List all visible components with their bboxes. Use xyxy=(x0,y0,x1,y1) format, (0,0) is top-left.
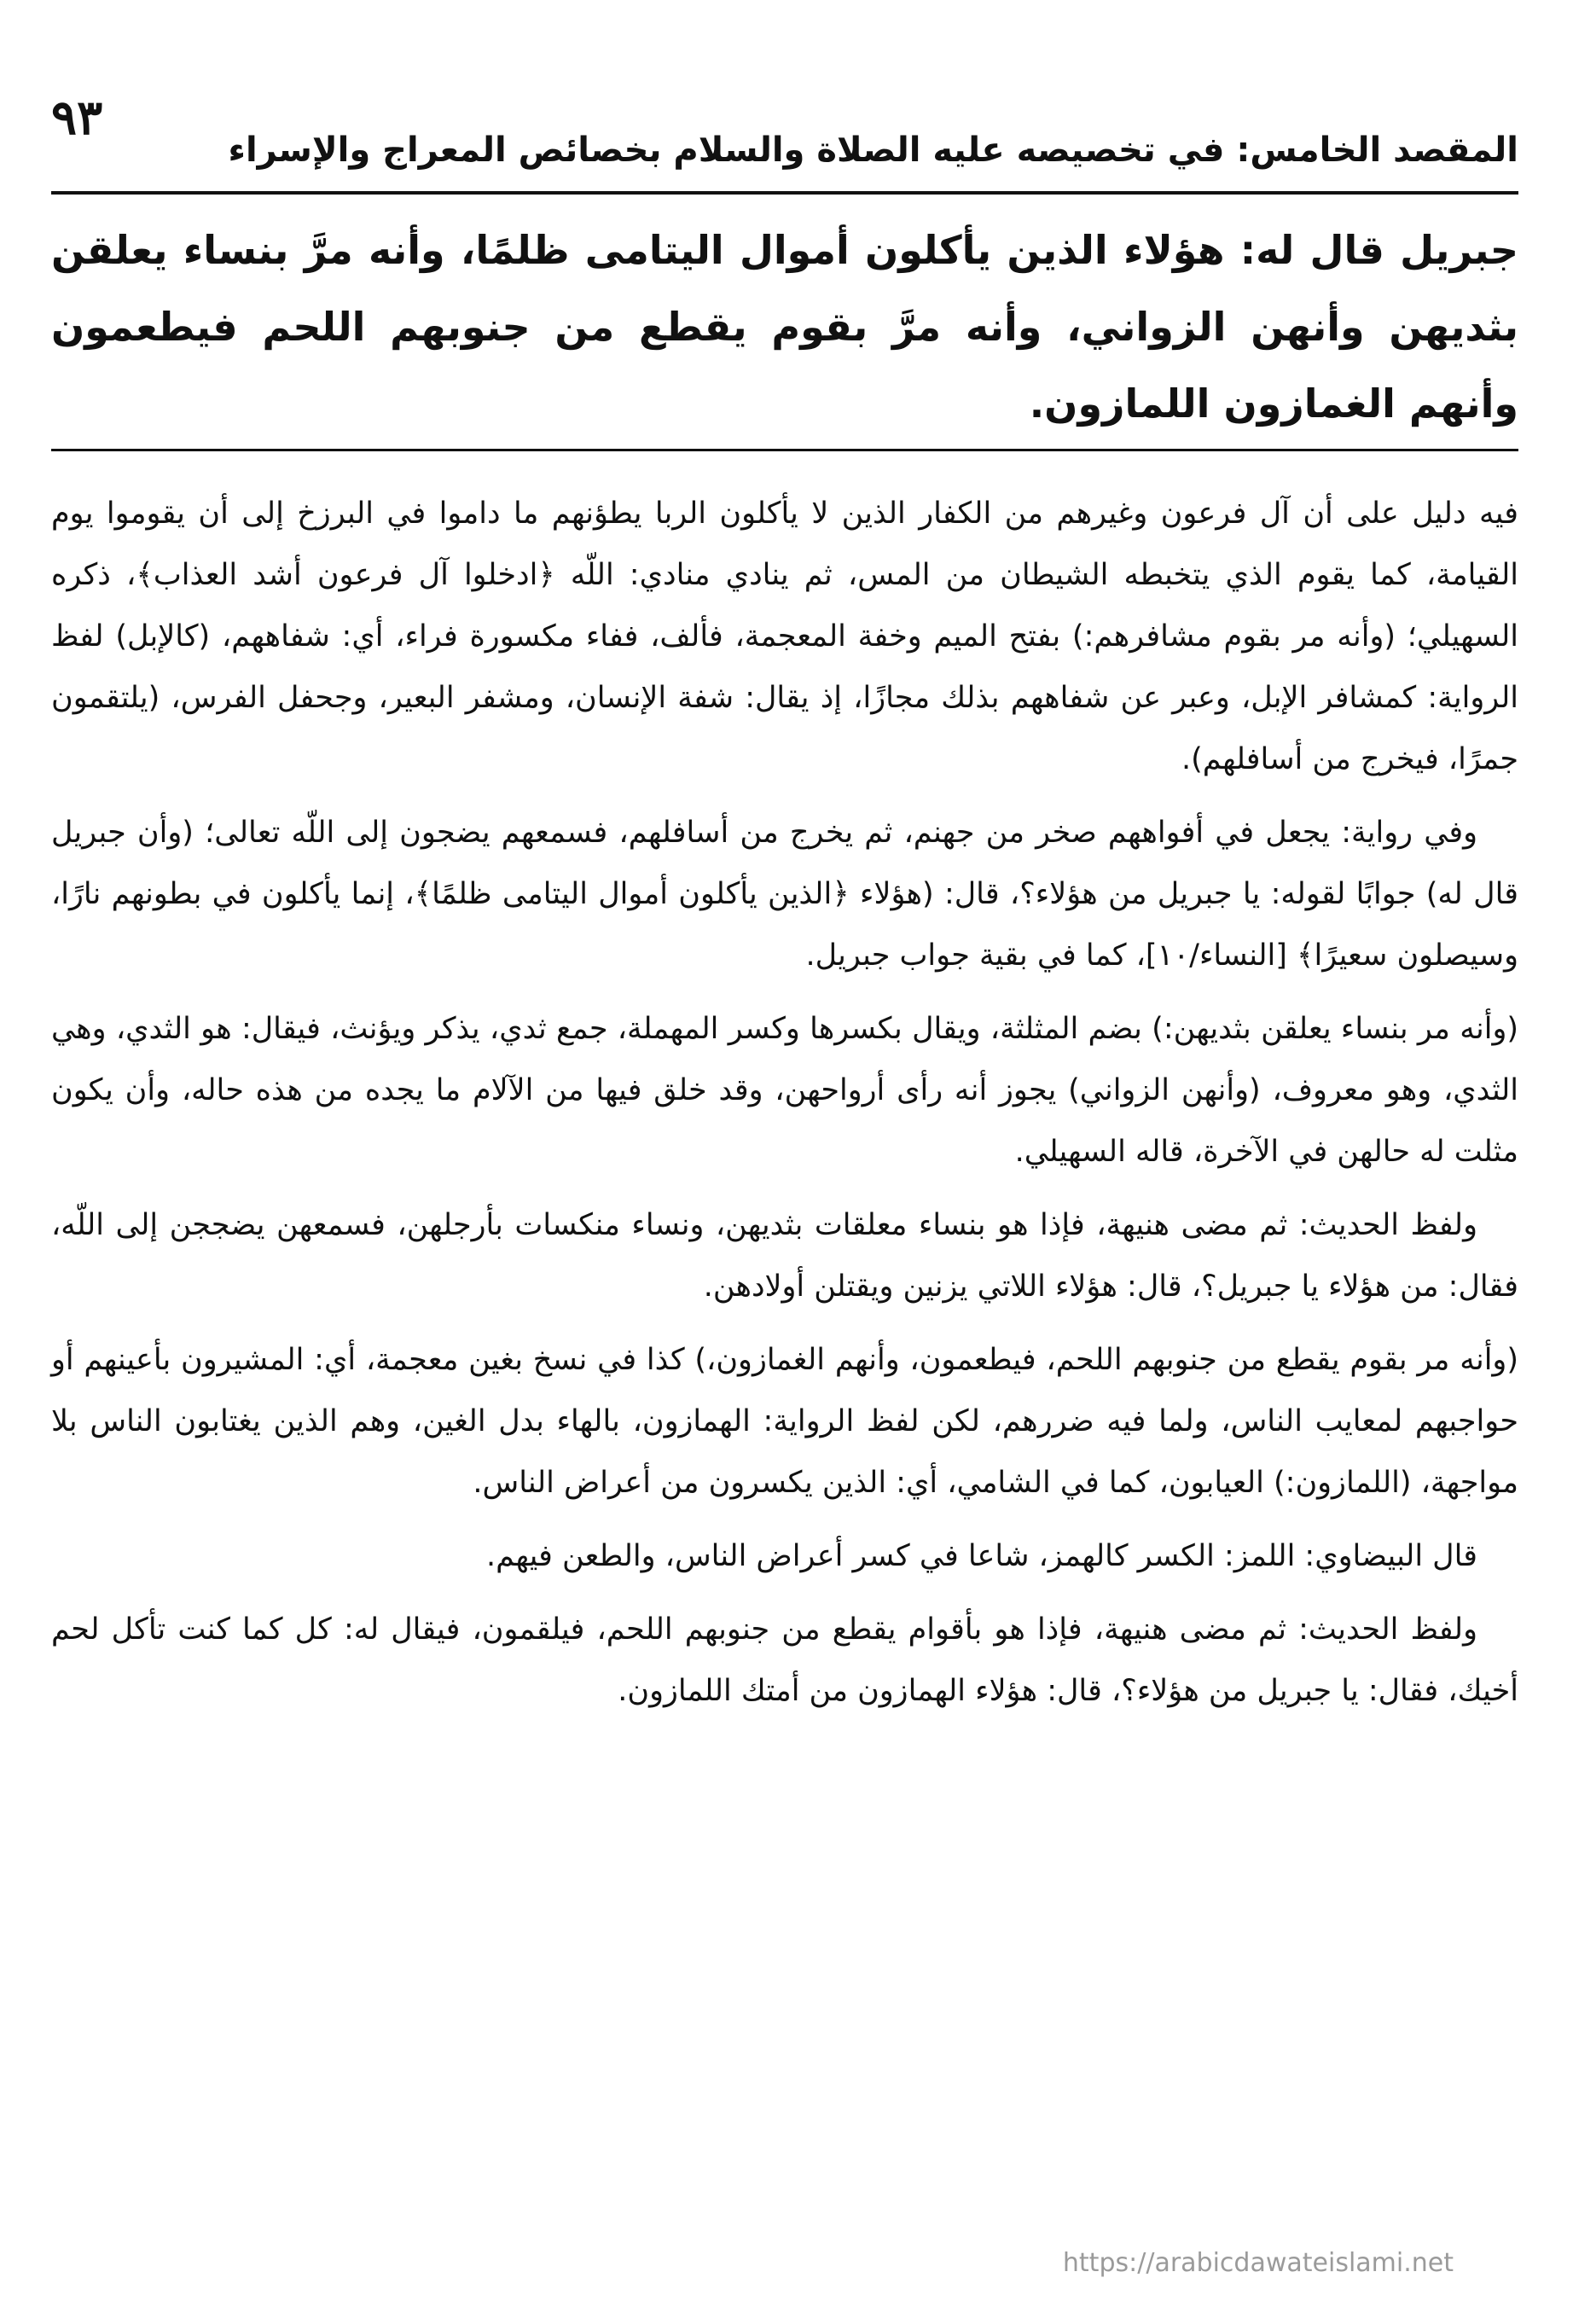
commentary xyxy=(51,483,1518,1734)
commentary-paragraph: قال البيضاوي: اللمز: الكسر كالهمز، شاعا في كسر أعراض الناس، والطعن فيهم. xyxy=(486,1539,1477,1573)
commentary-paragraph: وفي رواية: يجعل في أفواههم صخر من جهنم، ثم يخرج من أسافلهم، فسمعهم يضجون إلى اللّه تعالى؛ (وأن جبريل قال له) جوابًا لقوله: يا جبريل من هؤلاء؟، قال: (هؤلاء ﴿الذين يأكلون أموال اليتامى ظلمًا﴾، إنما يأكلون في بطونهم نارًا، وسيصلون سعيرًا﴾ [النساء/١٠]، كما في بقية جواب جبريل. xyxy=(51,816,1518,973)
commentary-paragraph: ولفظ الحديث: ثم مضى هنيهة، فإذا هو بنساء معلقات بثديهن، ونساء منكسات بأرجلهن، فسمعهن يضججن إلى اللّه، فقال: من هؤلاء يا جبريل؟، قال: هؤلاء اللاتي يزنين ويقتلن أولادهن. xyxy=(51,1208,1518,1304)
commentary-paragraph: (وأنه مر بقوم يقطع من جنوبهم اللحم، فيطعمون، وأنهم الغمازون،) كذا في نسخ بغين معجمة، أي: المشيرون بأعينهم أو حواجبهم لمعايب الناس، ولما فيه ضررهم، لكن لفظ الرواية: الهمازون، بالهاء بدل الغين، وهم الذين يغتابون الناس بلا مواجهة، (اللمازون:) العيابون، كما في الشامي، أي: الذين يكسرون من أعراض الناس. xyxy=(51,1343,1518,1500)
commentary-divider xyxy=(51,449,1518,451)
header-divider xyxy=(51,191,1518,195)
page-number: ٩٣ xyxy=(51,90,103,146)
commentary-paragraph: فيه دليل على أن آل فرعون وغيرهم من الكفار الذين لا يأكلون الربا يطؤنهم ما داموا في البرزخ إلى أن يقوموا يوم القيامة، كما يقوم الذي يتخبطه الشيطان من المس، ثم ينادي منادي: اللّه ﴿ادخلوا آل فرعون أشد العذاب﴾، ذكره السهيلي؛ (وأنه مر بقوم مشافرهم:) بفتح الميم وخفة المعجمة، فألف، ففاء مكسورة فراء، أي: شفاههم، (كالإبل) لفظ الرواية: كمشافر الإبل، وعبر عن شفاههم بذلك مجازًا، إذ يقال: شفة الإنسان، ومشفر البعير، وجحفل الفرس، (يلتقمون جمرًا، فيخرج من أسافلهم). xyxy=(51,497,1518,776)
page-header xyxy=(51,90,1518,188)
running-title: المقصد الخامس: في تخصيصه عليه الصلاة والسلام بخصائص المعراج والإسراء xyxy=(228,131,1518,170)
main-text: جبريل قال له: هؤلاء الذين يأكلون أموال اليتامى ظلمًا، وأنه مرَّ بنساء يعلقن بثديهن وأنهن الزواني، وأنه مرَّ بقوم يقطع من جنوبهم اللحم فيطعمون وأنهم الغمازون اللمازون. xyxy=(51,227,1518,427)
watermark-url: https://arabicdawateislami.net xyxy=(1062,2248,1454,2278)
commentary-paragraph: (وأنه مر بنساء يعلقن بثديهن:) بضم المثلثة، ويقال بكسرها وكسر المهملة، جمع ثدي، يذكر ويؤنث، فيقال: هو الثدي، وهي الثدي، وهو معروف، (وأنهن الزواني) يجوز أنه رأى أرواحهن، وقد خلق فيها من الآلام ما يجده من هذه حاله، وأن يكون مثلت له حالهن في الآخرة، قاله السهيلي. xyxy=(51,1012,1518,1169)
commentary-paragraph: ولفظ الحديث: ثم مضى هنيهة، فإذا هو بأقوام يقطع من جنوبهم اللحم، فيلقمون، فيقال له: كل كما كنت تأكل لحم أخيك، فقال: يا جبريل من هؤلاء؟، قال: هؤلاء الهمازون من أمتك اللمازون. xyxy=(51,1612,1518,1708)
